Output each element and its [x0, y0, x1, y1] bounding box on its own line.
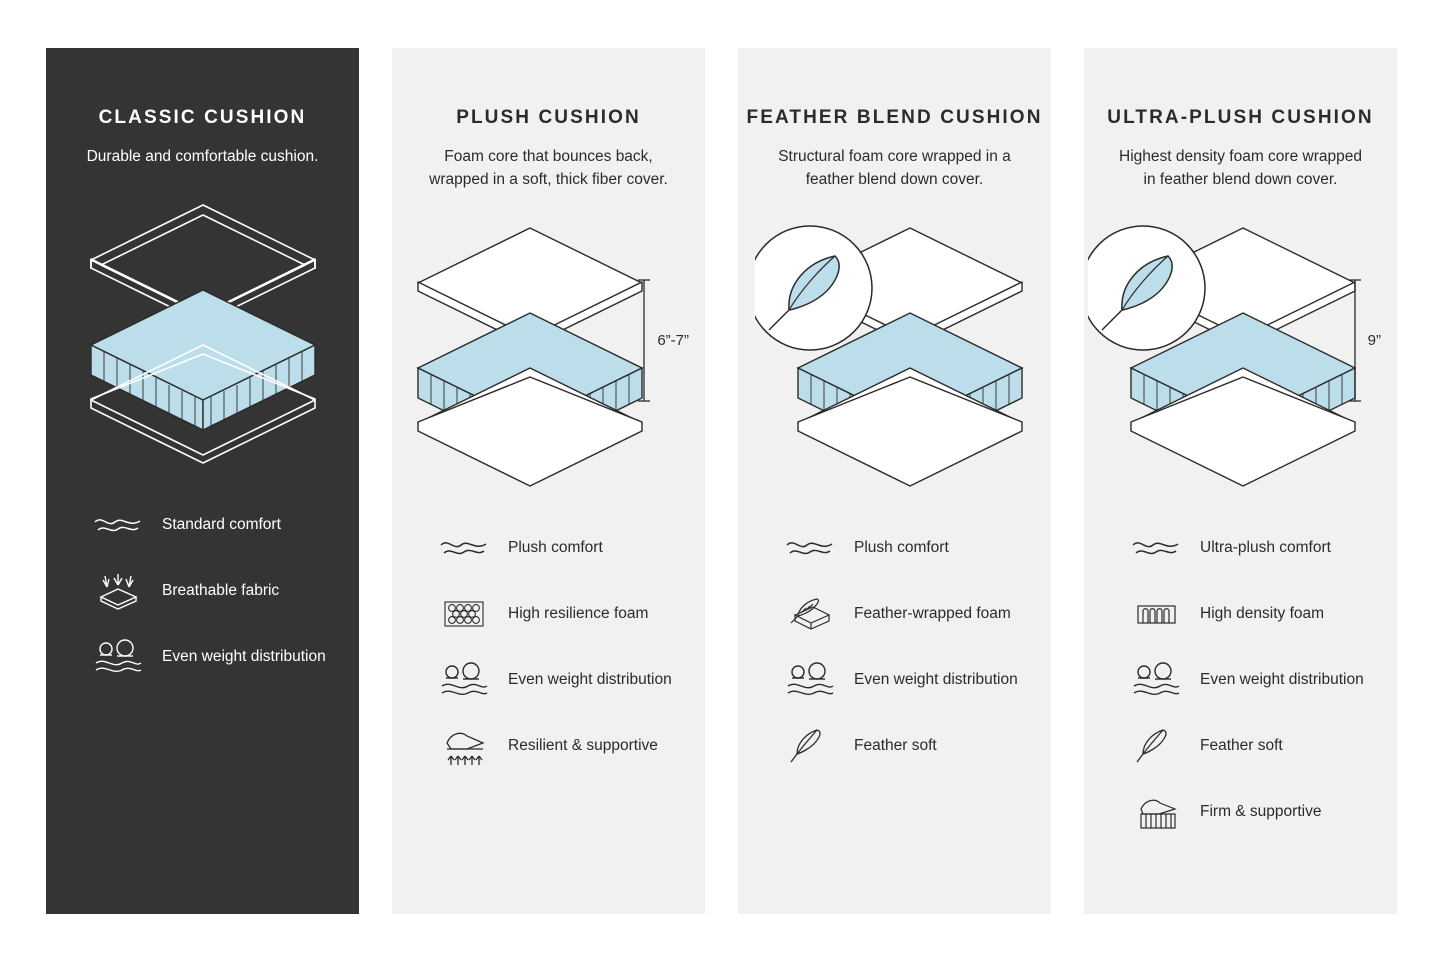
feather-wrapped-foam-icon [782, 593, 838, 635]
feature-label: Feather soft [854, 736, 937, 754]
feature-list [392, 526, 705, 768]
card-feather-blend-cushion[interactable] [738, 48, 1051, 914]
feature-list [46, 503, 359, 679]
feather-badge-icon [1088, 226, 1205, 350]
feature-item [1084, 526, 1397, 570]
feature-label: High density foam [1200, 604, 1325, 622]
card-description: Structural foam core wrapped in a feather blend down cover. [778, 147, 1011, 188]
feature-label: Feather-wrapped foam [854, 604, 1011, 622]
wave-icon [1128, 538, 1184, 558]
cushion-layers-diagram [1088, 218, 1368, 488]
wave-icon [90, 515, 146, 535]
cushion-layers-diagram [405, 218, 655, 488]
feature-item [392, 526, 705, 570]
feature-item [1084, 724, 1397, 768]
wave-icon [782, 538, 838, 558]
feature-item [392, 724, 705, 768]
even-weight-icon [782, 660, 838, 700]
feather-badge-icon [755, 226, 872, 350]
wave-icon [436, 538, 492, 558]
feature-label: Firm & supportive [1200, 802, 1322, 820]
feature-item [738, 592, 1051, 636]
feature-label: Breathable fabric [162, 581, 280, 599]
honeycomb-foam-icon [436, 594, 492, 634]
cushion-diagram-wrap [738, 218, 1051, 518]
card-title: PLUSH CUSHION [456, 107, 641, 128]
feature-label: Even weight distribution [162, 647, 326, 665]
feature-label: Plush comfort [854, 538, 949, 556]
card-title: ULTRA-PLUSH CUSHION [1107, 107, 1374, 128]
dimension-indicator [1348, 278, 1381, 403]
feature-label: Ultra-plush comfort [1200, 538, 1331, 556]
feature-item [46, 503, 359, 547]
card-title: FEATHER BLEND CUSHION [746, 107, 1043, 128]
card-description: Highest density foam core wrapped in feather blend down cover. [1119, 147, 1362, 188]
feather-icon [782, 724, 838, 768]
feature-item [392, 592, 705, 636]
feature-label: Plush comfort [508, 538, 603, 556]
feature-label: Even weight distribution [854, 670, 1018, 688]
breathable-fabric-icon [90, 571, 146, 611]
card-description: Durable and comfortable cushion. [86, 147, 319, 165]
feature-label: Standard comfort [162, 515, 281, 533]
cushion-layers-diagram [78, 195, 328, 465]
feature-list [1084, 526, 1397, 834]
feature-label: Even weight distribution [1200, 670, 1364, 688]
supportive-seat-icon [436, 725, 492, 767]
high-density-foam-icon [1128, 597, 1184, 631]
feature-item [46, 635, 359, 679]
even-weight-icon [90, 637, 146, 677]
feature-item [392, 658, 705, 702]
feature-item [1084, 592, 1397, 636]
dimension-label: 9” [1367, 331, 1381, 349]
feature-item [738, 526, 1051, 570]
feature-item [738, 724, 1051, 768]
feature-item [1084, 790, 1397, 834]
feature-label: High resilience foam [508, 604, 649, 622]
card-ultra-plush-cushion[interactable] [1084, 48, 1397, 914]
card-plush-cushion[interactable] [392, 48, 705, 914]
feature-label: Resilient & supportive [508, 736, 658, 754]
dimension-indicator [637, 278, 689, 403]
feature-label: Even weight distribution [508, 670, 672, 688]
card-title: CLASSIC CUSHION [98, 107, 307, 128]
cushion-diagram-wrap [46, 195, 359, 495]
cushion-layers-diagram [755, 218, 1035, 488]
feature-item [46, 569, 359, 613]
dimension-label: 6”-7” [657, 331, 689, 349]
feature-list [738, 526, 1051, 768]
even-weight-icon [436, 660, 492, 700]
cushion-diagram-wrap [1084, 218, 1397, 518]
feather-icon [1128, 724, 1184, 768]
firm-supportive-icon [1128, 791, 1184, 833]
even-weight-icon [1128, 660, 1184, 700]
feature-label: Feather soft [1200, 736, 1283, 754]
feature-item [738, 658, 1051, 702]
card-classic-cushion[interactable] [46, 48, 359, 914]
cushion-diagram-wrap [392, 218, 705, 518]
feature-item [1084, 658, 1397, 702]
card-description: Foam core that bounces back, wrapped in a soft, thick fiber cover. [429, 147, 668, 188]
